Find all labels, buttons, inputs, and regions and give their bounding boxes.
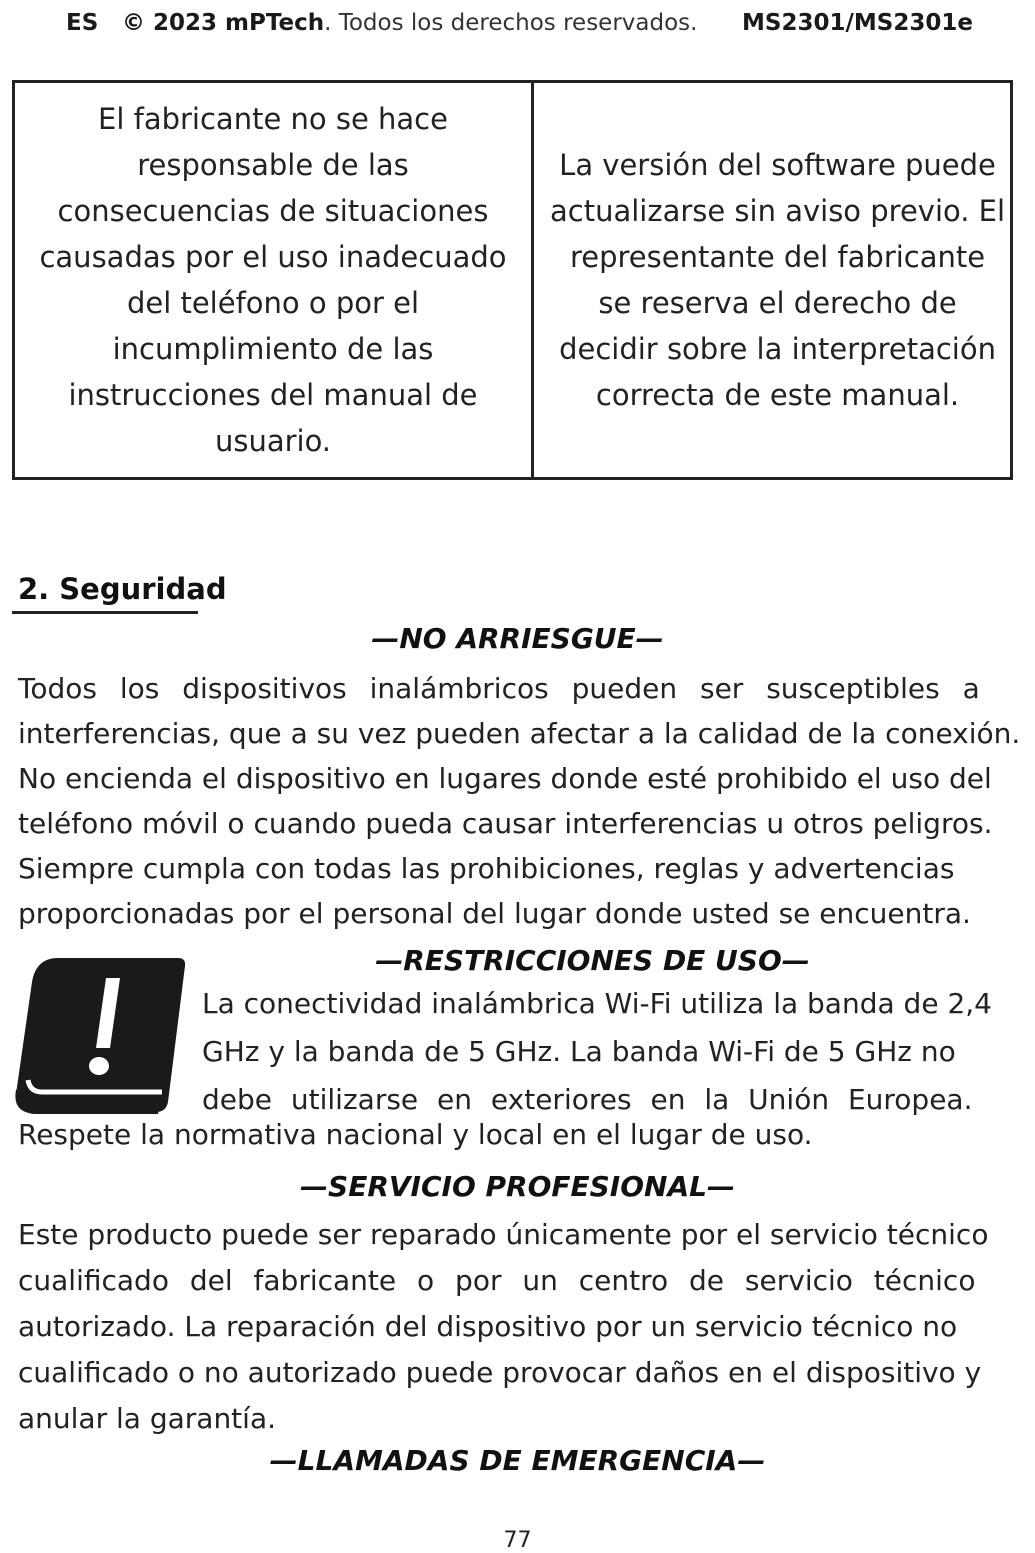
disclaimer-left-line: causadas por el uso inadecuado <box>39 240 507 274</box>
paragraph-line: La conectividad inalámbrica Wi-Fi utiliza la banda de 2,4 <box>202 987 992 1020</box>
heading-llamadas-emergencia: —LLAMADAS DE EMERGENCIA— <box>269 1444 766 1477</box>
paragraph-line: No encienda el dispositivo en lugares donde esté prohibido el uso del <box>18 762 992 795</box>
heading-restricciones: —RESTRICCIONES DE USO— <box>375 944 810 977</box>
disclaimer-cell-left <box>15 83 534 477</box>
section-title: 2. Seguridad <box>18 572 227 606</box>
warning-book-icon <box>10 952 188 1118</box>
disclaimer-right-line: correcta de este manual. <box>595 378 960 412</box>
paragraph-restricciones-cont <box>18 1118 1028 1151</box>
section-title-underline <box>12 611 198 614</box>
disclaimer-left-line: usuario. <box>214 424 332 458</box>
disclaimer-cell-right <box>534 83 1021 477</box>
copyright-notice <box>122 10 697 36</box>
paragraph-restricciones <box>202 980 1002 1124</box>
copyright-brand: © 2023 mPTech <box>122 10 325 36</box>
page-header <box>0 6 1035 42</box>
disclaimer-left-line: del teléfono o por el <box>126 286 420 320</box>
paragraph-line: Este producto puede ser reparado únicamente por el servicio técnico <box>18 1218 989 1251</box>
paragraph-line: anular la garantía. <box>18 1402 277 1435</box>
disclaimer-left-line: El fabricante no se hace <box>98 102 448 136</box>
paragraph-line: debe utilizarse en exteriores en la Unión Europea. <box>202 1083 973 1116</box>
paragraph-line: proporcionadas por el personal del lugar donde usted se encuentra. <box>18 897 971 930</box>
paragraph-line: GHz y la banda de 5 GHz. La banda Wi-Fi de 5 GHz no <box>202 1035 956 1068</box>
paragraph-servicio-profesional <box>18 1212 1028 1442</box>
disclaimer-table <box>12 80 1013 480</box>
language-code: ES <box>66 10 99 36</box>
paragraph-line: Todos los dispositivos inalámbricos pueden ser susceptibles a <box>18 672 980 705</box>
disclaimer-left-line: instrucciones del manual de <box>68 378 478 412</box>
paragraph-line: interferencias, que a su vez pueden afectar a la calidad de la conexión. <box>18 717 1021 750</box>
paragraph-line: Respete la normativa nacional y local en el lugar de uso. <box>18 1118 813 1151</box>
paragraph-line: teléfono móvil o cuando pueda causar interferencias u otros peligros. <box>18 807 993 840</box>
disclaimer-left-line: incumplimiento de las <box>112 332 434 366</box>
paragraph-line: cualificado del fabricante o por un centro de servicio técnico <box>18 1264 976 1297</box>
disclaimer-right-line: La versión del software puede <box>559 148 996 182</box>
paragraph-line: cualificado o no autorizado puede provocar daños en el dispositivo y <box>18 1356 982 1389</box>
paragraph-no-arriesgue <box>18 666 1028 936</box>
copyright-rest: . Todos los derechos reservados. <box>324 10 698 36</box>
disclaimer-right-line: actualizarse sin aviso previo. El <box>550 194 1006 228</box>
disclaimer-left-line: consecuencias de situaciones <box>57 194 489 228</box>
heading-no-arriesgue: —NO ARRIESGUE— <box>371 622 664 655</box>
disclaimer-right-line: decidir sobre la interpretación <box>559 332 996 366</box>
disclaimer-right-line: se reserva el derecho de <box>598 286 957 320</box>
paragraph-line: autorizado. La reparación del dispositivo por un servicio técnico no <box>18 1310 958 1343</box>
paragraph-line: Siempre cumpla con todas las prohibiciones, reglas y advertencias <box>18 852 955 885</box>
page-number: 77 <box>503 1528 532 1553</box>
model-number: MS2301/MS2301e <box>742 10 973 36</box>
disclaimer-right-line: representante del fabricante <box>569 240 986 274</box>
heading-servicio-profesional: —SERVICIO PROFESIONAL— <box>300 1170 735 1203</box>
disclaimer-left-line: responsable de las <box>137 148 409 182</box>
